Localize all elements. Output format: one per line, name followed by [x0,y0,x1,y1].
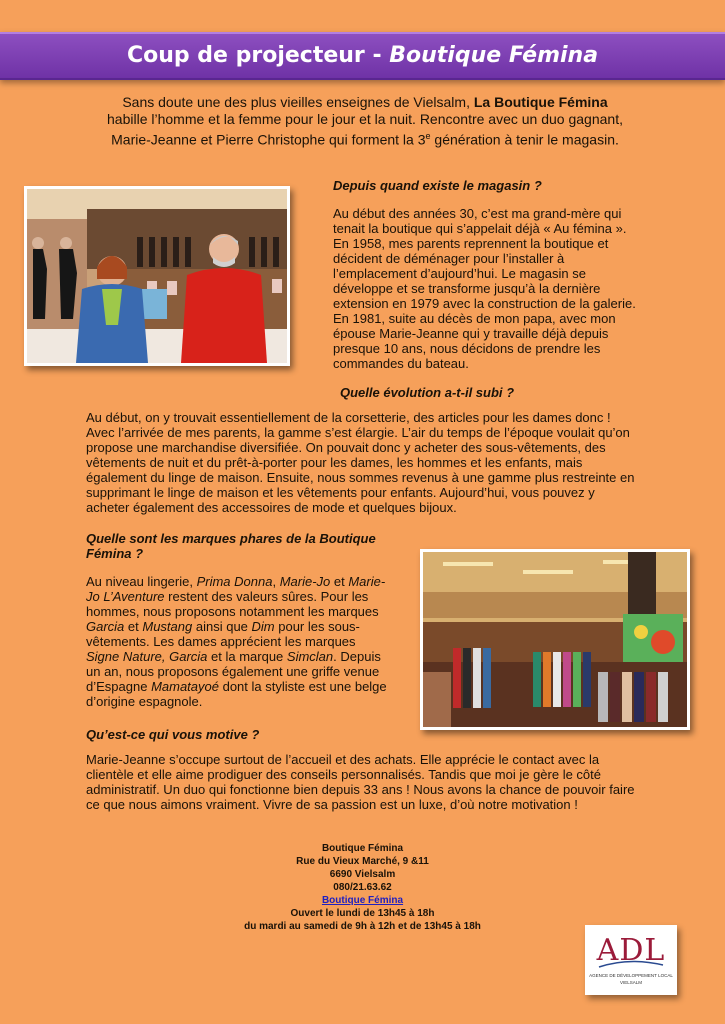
q3-question: Quelle sont les marques phares de la Boutique Fémina ? [86,531,376,561]
q1-block [333,178,643,371]
q3-block [86,531,391,709]
q3-answer: Au niveau lingerie, Prima Donna, Marie-Jo et Marie-Jo L’Aventure restent des valeurs sûres. Pour les hommes, nous proposons notamment les marques Garcia et Mustang ainsi que Dim pour les sous-vêtements. Les dames apprécient les marques Signe Nature, Garcia et la marque Simclan. Depuis un an, nous proposons également une griffe venue d’Espagne Mamatayoé dont la styliste est une belge d’origine espagnole. [86,574,387,709]
footer-name: Boutique Fémina [321,843,404,854]
photo-owners [24,186,290,366]
adl-logo [585,925,677,995]
q4-question: Qu’est-ce qui vous motive ? [86,727,260,742]
footer-hours-weekdays: du mardi au samedi de 9h à 12h et de 13h45 à 18h [244,921,481,932]
photo-store-interior [420,549,690,730]
footer-city: 6690 Vielsalm [329,869,396,880]
q2-question: Quelle évolution a-t-il subi ? [340,385,515,400]
intro-paragraph: Sans doute une des plus vieilles enseignes de Vielsalm, La Boutique Fémina habille l’homme et la femme pour le jour et la nuit. Rencontre avec un duo gagnant, Marie-Jeanne et Pierre Christophe qui forment la 3e génération à tenir le magasin. [107,94,623,148]
page-title: Coup de projecteur - Boutique Fémina [126,43,599,68]
adl-logo-line2: VIELSALM [619,980,642,985]
q1-answer: Au début des années 30, c’est ma grand-mère qui tenait la boutique qui s’appelait déjà « Au fémina ». En 1958, mes parents reprennent la boutique et décident de déménager pour l’installer à l’emplacement d’aujourd’hui. Le magasin se développe et se transforme jusqu’à la dernière extension en 1979 avec la construction de la galerie. En 1981, suite au décès de mon papa, avec mon épouse Marie-Jeanne qui y travaille déjà depuis presque 10 ans, nous décidons de prendre les commandes du bateau. [333,206,636,371]
adl-logo-letters: ADL [596,933,666,968]
contact-footer [180,842,545,933]
q4-answer: Marie-Jeanne s’occupe surtout de l’accueil et des achats. Elle apprécie le contact avec la clientèle et elle aime prodiguer des conseils personnalisés. Tandis que moi je gère le côté administratif. Un duo qui fonctionne bien depuis 33 ans ! Nous avons la chance de pouvoir faire ce que nous aimons vraiment. Vivre de sa passion est un luxe, d’où notre motivation ! [86,752,635,812]
title-banner [0,32,725,80]
footer-address: Rue du Vieux Marché, 9 &11 [296,856,429,867]
q1-question: Depuis quand existe le magasin ? [333,178,542,193]
q2-answer: Au début, on y trouvait essentiellement de la corsetterie, des articles pour les dames donc ! Avec l’arrivée de mes parents, la gamme s’est élargie. L’air du temps de l’époque voulait qu’on propose une marchandise diversifiée. On pouvait donc y acheter des sous-vêtements, des vêtements de nuit et du prêt-à-porter pour les dames, les hommes et les enfants, mais également du linge de maison. Ensuite, nous sommes revenus à une gamme plus restreinte en supprimant le linge de maison et les vêtements pour enfants. Aujourd’hui, vous pouvez y acheter également des accessoires de mode et quelques bijoux. [86,410,635,515]
adl-logo-line1: AGENCE DE DÉVELOPPEMENT LOCAL [589,973,673,978]
footer-hours-monday: Ouvert le lundi de 13h45 à 18h [290,908,435,919]
footer-website-link[interactable]: Boutique Fémina [321,895,404,906]
footer-phone: 080/21.63.62 [333,882,392,893]
